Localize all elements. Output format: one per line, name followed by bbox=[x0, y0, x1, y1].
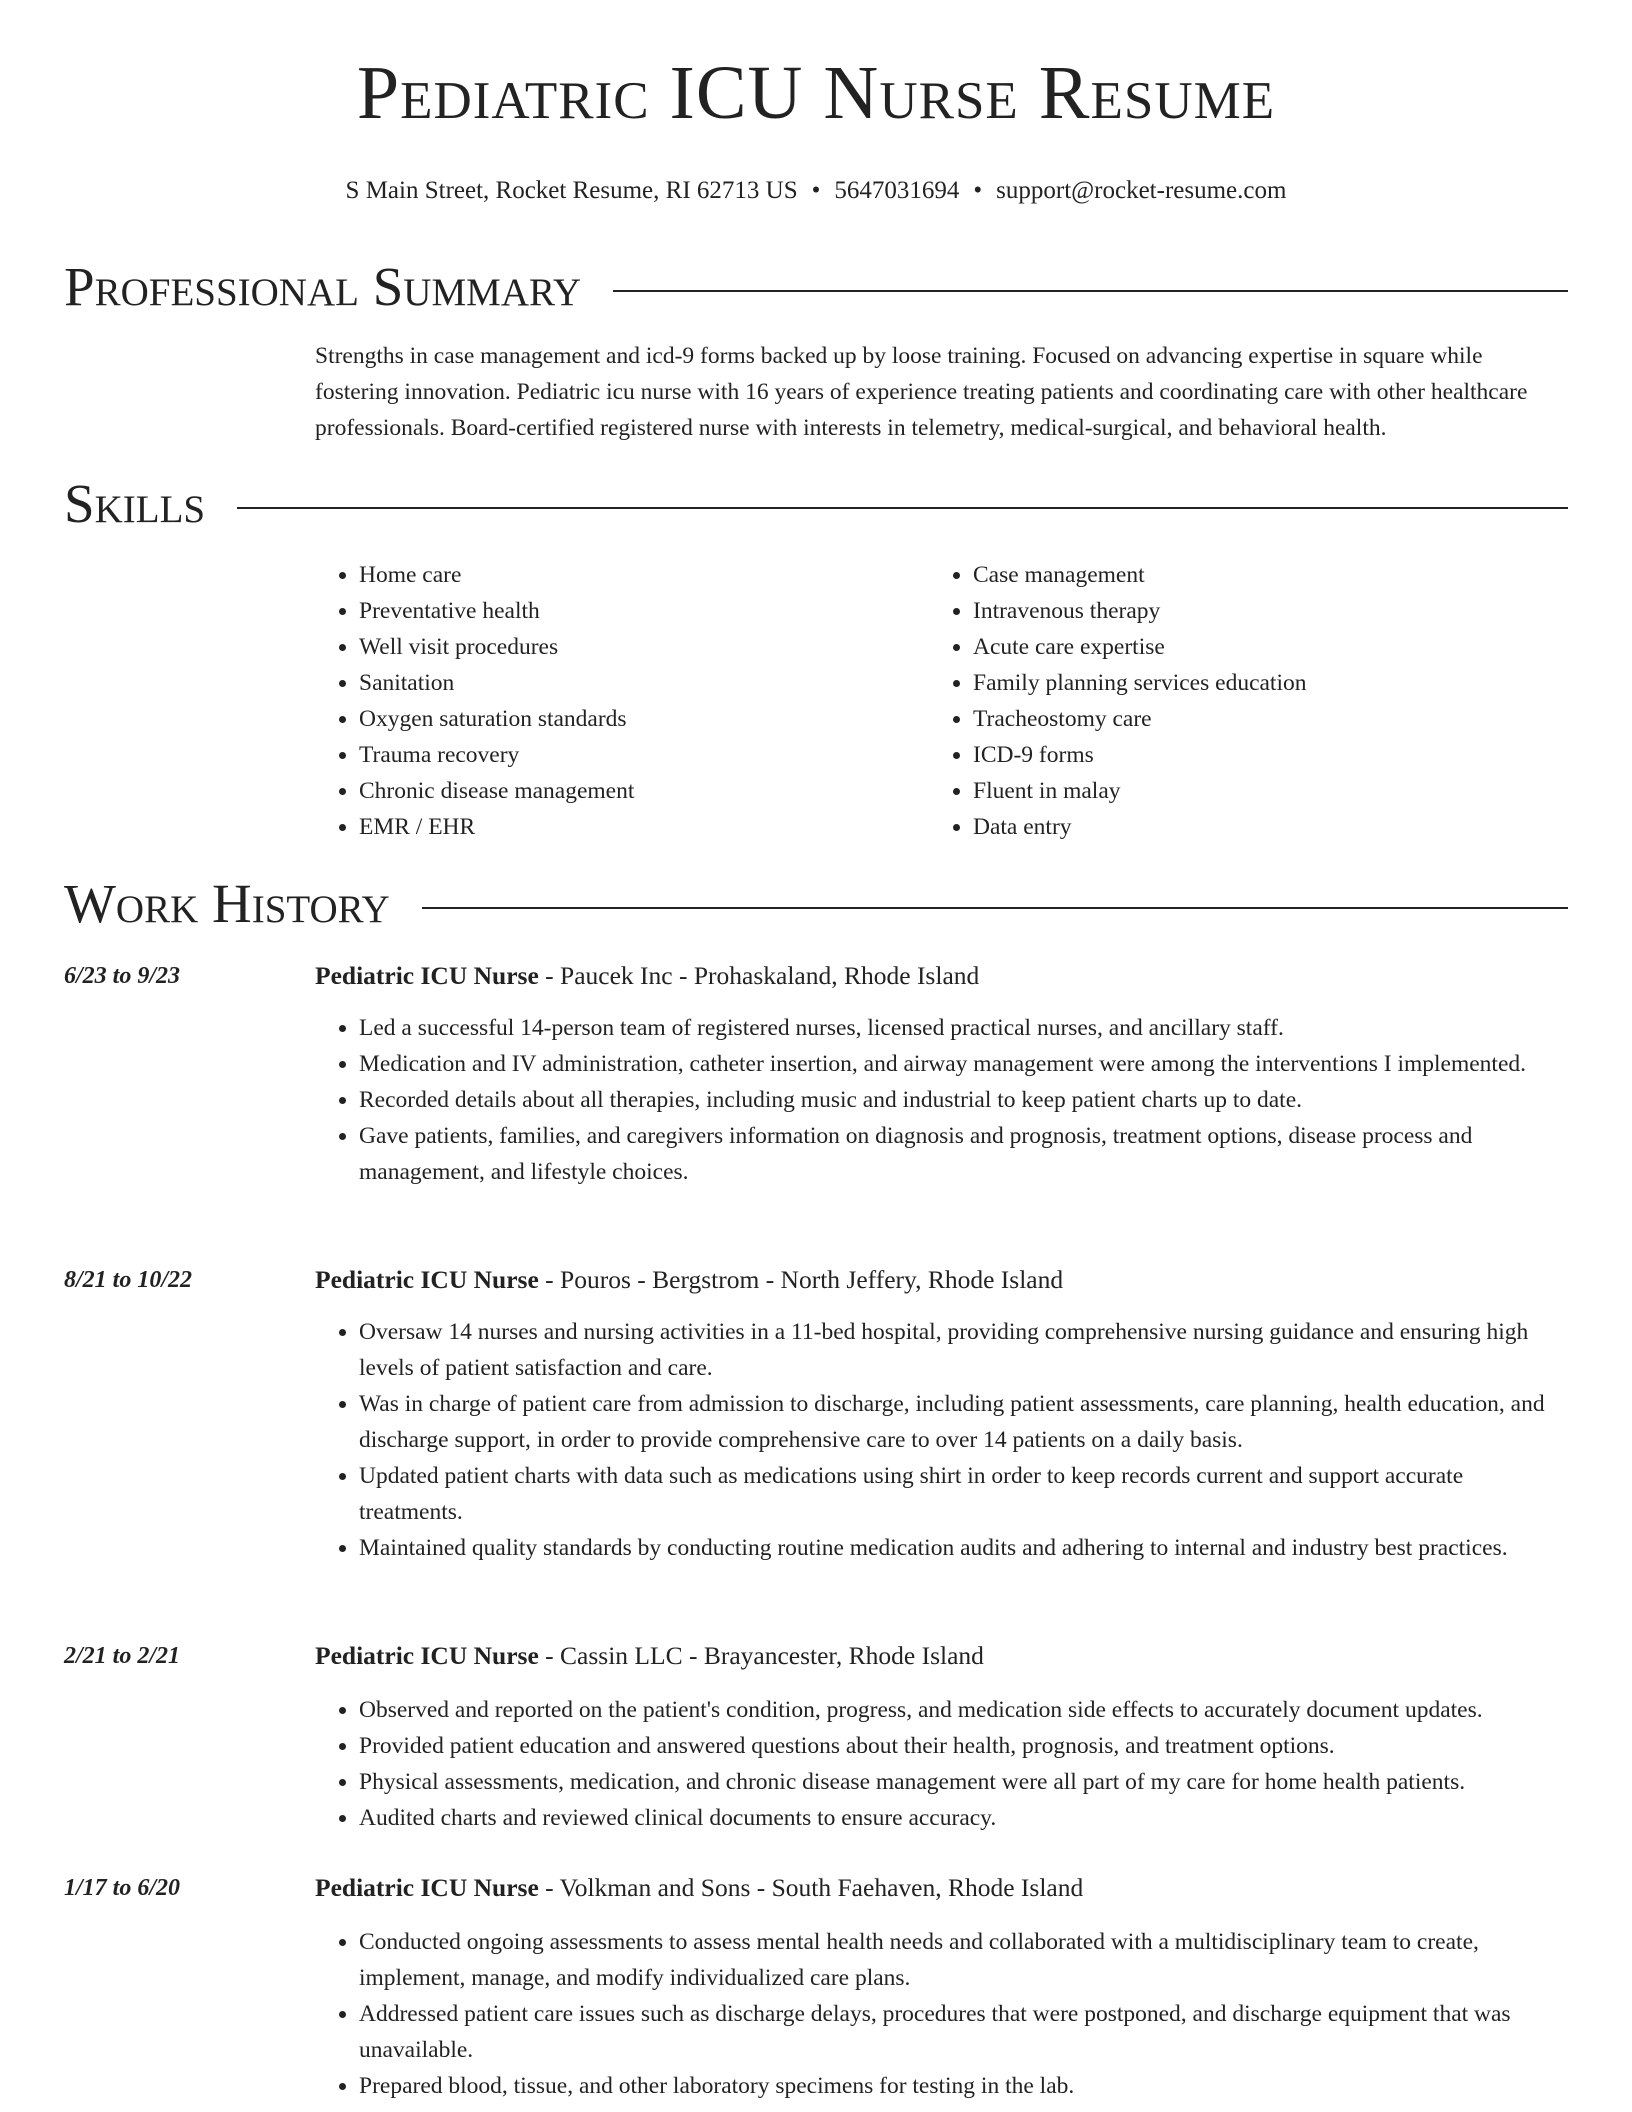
skill-item: • Intravenous therapy bbox=[973, 593, 1543, 629]
summary-heading: Professional Summary bbox=[64, 256, 582, 317]
job-bullets bbox=[315, 1314, 1568, 1566]
job-role: Pediatric ICU Nurse bbox=[315, 1265, 539, 1294]
skills-heading: Skills bbox=[64, 473, 206, 534]
job-bullet: • Conducted ongoing assessments to assess mental health needs and collaborated with a multidisciplinary team to create, implement, manage, and modify individualized care plans. bbox=[359, 1924, 1568, 1996]
contact-email[interactable]: support@rocket-resume.com bbox=[996, 177, 1287, 204]
job-bullets bbox=[315, 1924, 1568, 2104]
skill-item: • EMR / EHR bbox=[359, 809, 929, 845]
work-heading: Work History bbox=[64, 873, 390, 934]
skill-item: • Home care bbox=[359, 557, 929, 593]
job-bullet: • Was in charge of patient care from admission to discharge, including patient assessments, care planning, health education, and discharge support, in order to provide comprehensive care to over 14 patients on a daily basis. bbox=[359, 1386, 1568, 1458]
job-bullet: • Addressed patient care issues such as discharge delays, procedures that were postponed, and discharge equipment that was unavailable. bbox=[359, 1996, 1568, 2068]
summary-section-header bbox=[64, 256, 1568, 317]
skill-item: • Data entry bbox=[973, 809, 1543, 845]
skill-item: • Oxygen saturation standards bbox=[359, 701, 929, 737]
section-divider bbox=[422, 907, 1568, 909]
job-bullet: • Gave patients, families, and caregivers information on diagnosis and prognosis, treatment options, disease process and management, and lifestyle choices. bbox=[359, 1118, 1568, 1190]
skill-item: • Preventative health bbox=[359, 593, 929, 629]
job-employer: - Cassin LLC - Brayancester, Rhode Island bbox=[538, 1641, 984, 1670]
job-employer: - Volkman and Sons - South Faehaven, Rhode Island bbox=[538, 1873, 1084, 1902]
job-bullet: • Updated patient charts with data such as medications using shirt in order to keep records current and support accurate treatments. bbox=[359, 1458, 1568, 1530]
job-bullets bbox=[315, 1010, 1568, 1190]
resume-title: Pediatric ICU Nurse Resume bbox=[356, 51, 1276, 135]
skill-item: • Sanitation bbox=[359, 665, 929, 701]
section-divider bbox=[237, 507, 1568, 509]
skills-section-header bbox=[64, 473, 1568, 534]
job-employer: - Pouros - Bergstrom - North Jeffery, Rhode Island bbox=[538, 1265, 1064, 1294]
job-header bbox=[315, 1638, 1568, 1674]
skill-item: • Fluent in malay bbox=[973, 773, 1543, 809]
skill-item: • Chronic disease management bbox=[359, 773, 929, 809]
skill-item: • Family planning services education bbox=[973, 665, 1543, 701]
job-header bbox=[315, 1262, 1568, 1298]
skills-column-right bbox=[929, 557, 1543, 845]
work-section-header bbox=[64, 873, 1568, 934]
job-employer: - Paucek Inc - Prohaskaland, Rhode Island bbox=[538, 961, 980, 990]
skill-item: • Tracheostomy care bbox=[973, 701, 1543, 737]
skills-list bbox=[315, 557, 1568, 845]
job-role: Pediatric ICU Nurse bbox=[315, 1873, 539, 1902]
job-bullet: • Provided patient education and answered questions about their health, prognosis, and treatment options. bbox=[359, 1728, 1568, 1764]
job-bullet: • Oversaw 14 nurses and nursing activities in a 11-bed hospital, providing comprehensive nursing guidance and ensuring high levels of patient satisfaction and care. bbox=[359, 1314, 1568, 1386]
job-bullets bbox=[315, 1692, 1568, 1836]
job-dates: 2/21 to 2/21 bbox=[64, 1643, 181, 1669]
job-bullet: • Prepared blood, tissue, and other laboratory specimens for testing in the lab. bbox=[359, 2068, 1568, 2104]
skill-item: • Well visit procedures bbox=[359, 629, 929, 665]
job-dates: 8/21 to 10/22 bbox=[64, 1267, 193, 1293]
job-bullet: • Observed and reported on the patient's condition, progress, and medication side effects to accurately document updates. bbox=[359, 1692, 1568, 1728]
job-dates: 1/17 to 6/20 bbox=[64, 1875, 181, 1901]
skill-item: • Trauma recovery bbox=[359, 737, 929, 773]
job-header bbox=[315, 958, 1568, 994]
job-bullet: • Physical assessments, medication, and chronic disease management were all part of my care for home health patients. bbox=[359, 1764, 1568, 1800]
job-bullet: • Maintained quality standards by conducting routine medication audits and adhering to internal and industry best practices. bbox=[359, 1530, 1568, 1566]
job-role: Pediatric ICU Nurse bbox=[315, 1641, 539, 1670]
contact-separator: • bbox=[811, 177, 821, 204]
skill-item: • Case management bbox=[973, 557, 1543, 593]
job-bullet: • Audited charts and reviewed clinical documents to ensure accuracy. bbox=[359, 1800, 1568, 1836]
skills-column-left bbox=[315, 557, 929, 845]
job-role: Pediatric ICU Nurse bbox=[315, 961, 539, 990]
contact-line bbox=[0, 176, 1632, 206]
contact-separator: • bbox=[973, 177, 983, 204]
job-bullet: • Medication and IV administration, catheter insertion, and airway management were among the interventions I implemented. bbox=[359, 1046, 1568, 1082]
contact-phone: 5647031694 bbox=[834, 177, 960, 204]
summary-text: Strengths in case management and icd-9 forms backed up by loose training. Focused on advancing expertise in square while fostering innovation. Pediatric icu nurse with 16 years of experience treating patients and coordinating care with other healthcare professionals. Board-certified registered nurse with interests in telemetry, medical-surgical, and behavioral health. bbox=[315, 343, 1528, 441]
contact-address: S Main Street, Rocket Resume, RI 62713 US bbox=[345, 177, 798, 204]
job-bullet: • Led a successful 14-person team of registered nurses, licensed practical nurses, and ancillary staff. bbox=[359, 1010, 1568, 1046]
job-bullet: • Recorded details about all therapies, including music and industrial to keep patient charts up to date. bbox=[359, 1082, 1568, 1118]
section-divider bbox=[613, 290, 1568, 292]
job-dates: 6/23 to 9/23 bbox=[64, 963, 181, 989]
skill-item: • Acute care expertise bbox=[973, 629, 1543, 665]
skill-item: • ICD-9 forms bbox=[973, 737, 1543, 773]
job-header bbox=[315, 1870, 1568, 1906]
